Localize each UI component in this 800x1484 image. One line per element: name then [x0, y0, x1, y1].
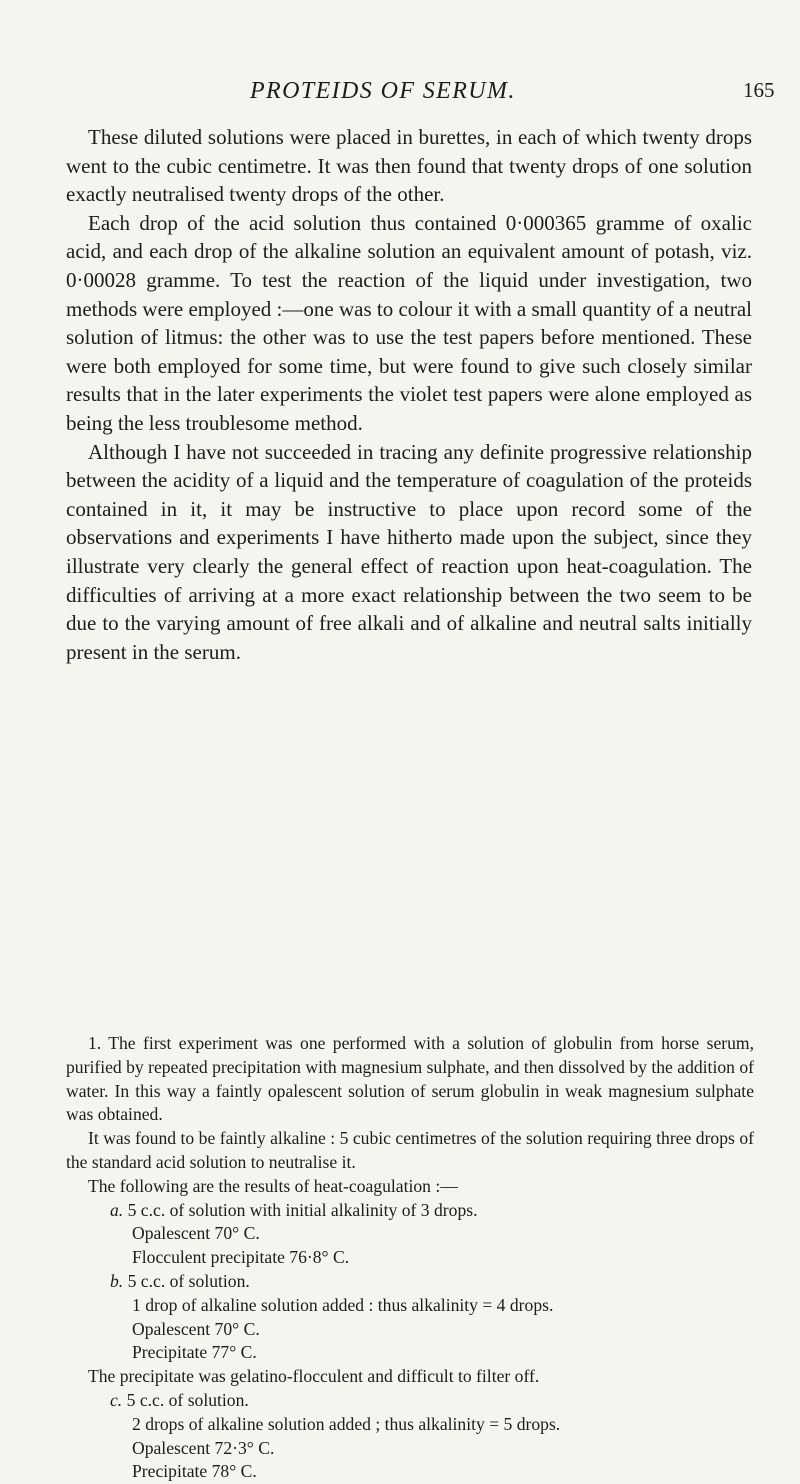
result-line: Opalescent 72·3° C.: [132, 1437, 275, 1458]
experiment-paragraph: It was found to be faintly alkaline : 5 cubic centimetres of the solution requiring three drops of the standard acid solution to neutralise it.: [66, 1128, 754, 1172]
paragraph: Each drop of the acid solution thus contained 0·000365 gramme of oxalic acid, and each drop of the alkaline solution an equivalent amount of potash, viz. 0·00028 gramme. To test the reaction of the liquid under investigation, two methods were employed :—one was to colour it with a small quantity of a neutral solution of litmus: the other was to use the test papers before mentioned. These were both employed for some time, but were found to give such closely similar results that in the later experiments the violet test papers were alone employed as being the less troublesome method.: [66, 210, 752, 435]
result-b: [66, 1270, 754, 1294]
result-label: a.: [110, 1199, 124, 1220]
result-c: [66, 1389, 754, 1413]
result-note: The precipitate was gelatino-flocculent and difficult to filter off.: [88, 1366, 540, 1387]
result-line: Opalescent 70° C.: [132, 1318, 260, 1339]
result-line: Precipitate 77° C.: [132, 1342, 257, 1363]
experiment-paragraph: 1. The first experiment was one performed with a solution of globulin from horse serum, purified by repeated precipitation with magnesium sulphate, and then dissolved by the addition of water. In this way a faintly opalescent solution of serum globulin in weak magnesium sulphate was obtained.: [66, 1033, 754, 1125]
result-label: c.: [110, 1389, 123, 1410]
page-header: [0, 78, 800, 108]
results-intro: The following are the results of heat-coagulation :—: [88, 1175, 458, 1196]
result-line: Precipitate 78° C.: [132, 1461, 257, 1482]
experiment-section: [66, 1032, 754, 1484]
result-label: b.: [110, 1270, 124, 1291]
result-line: 2 drops of alkaline solution added ; thus alkalinity = 5 drops.: [132, 1413, 561, 1434]
main-text: [66, 123, 752, 666]
result-a: [66, 1199, 754, 1223]
result-line: 1 drop of alkaline solution added : thus alkalinity = 4 drops.: [132, 1294, 554, 1315]
result-text: 5 c.c. of solution with initial alkalinity of 3 drops.: [127, 1199, 478, 1220]
result-line: Flocculent precipitate 76·8° C.: [132, 1247, 350, 1268]
paragraph: These diluted solutions were placed in burettes, in each of which twenty drops went to the cubic centimetre. It was then found that twenty drops of one solution exactly neutralised twenty drops of the other.: [66, 125, 752, 207]
result-line: Opalescent 70° C.: [132, 1223, 260, 1244]
page-number: 165: [743, 78, 775, 102]
running-head: PROTEIDS OF SERUM.: [250, 78, 516, 104]
result-text: 5 c.c. of solution.: [126, 1389, 249, 1410]
paragraph: Although I have not succeeded in tracing any definite progressive relationship between the acidity of a liquid and the temperature of coagulation of the proteids contained in it, it may be instructive to place upon record some of the observations and experiments I have hitherto made upon the subject, since they illustrate very clearly the general effect of reaction upon heat-coagulation. The difficulties of arriving at a more exact relationship between the two seem to be due to the varying amount of free alkali and of alkaline and neutral salts initially present in the serum.: [66, 439, 752, 664]
result-text: 5 c.c. of solution.: [127, 1270, 250, 1291]
